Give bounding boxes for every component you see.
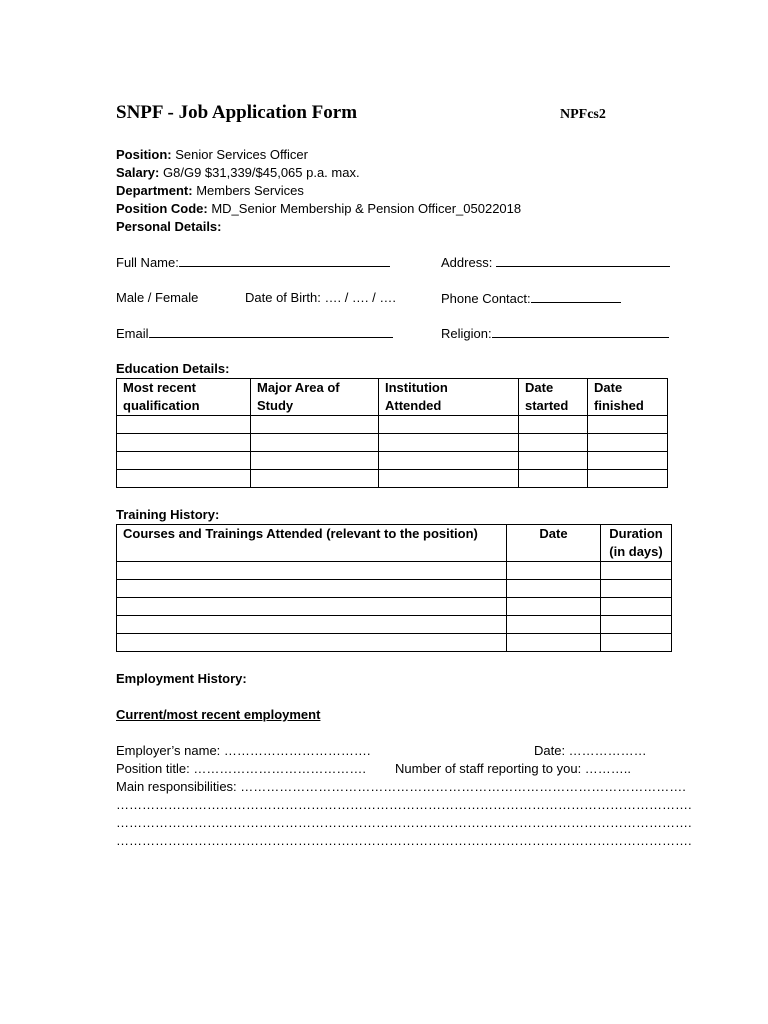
main-responsibilities-field[interactable]: Main responsibilities: …………………………………………………………………………………………. bbox=[116, 779, 686, 794]
education-col-date-started: Date started bbox=[519, 379, 588, 416]
education-table bbox=[116, 378, 668, 488]
table-cell[interactable] bbox=[251, 470, 379, 488]
employment-heading: Employment History: bbox=[116, 671, 247, 686]
salary-label: Salary: bbox=[116, 165, 160, 180]
phone-contact-field[interactable] bbox=[441, 289, 621, 308]
table-cell[interactable] bbox=[379, 434, 519, 452]
personal-details-heading: Personal Details: bbox=[116, 219, 222, 234]
training-col-courses: Courses and Trainings Attended (relevant to the position) bbox=[117, 525, 507, 562]
table-cell[interactable] bbox=[601, 580, 672, 598]
training-row[interactable] bbox=[117, 598, 672, 616]
religion-label: Religion: bbox=[441, 326, 492, 341]
phone-contact-line[interactable] bbox=[531, 289, 621, 303]
position-code-value: MD_Senior Membership & Pension Officer_05022018 bbox=[211, 201, 522, 216]
responsibilities-line-2[interactable]: ……………………………………………………………………………………………………………………. bbox=[116, 815, 692, 830]
education-col-qualification: Most recent qualification bbox=[117, 379, 251, 416]
table-cell[interactable] bbox=[251, 452, 379, 470]
full-name-label: Full Name: bbox=[116, 255, 179, 270]
address-line[interactable] bbox=[496, 253, 670, 267]
table-cell[interactable] bbox=[519, 470, 588, 488]
position-value: Senior Services Officer bbox=[175, 147, 308, 162]
education-col-institution: Institution Attended bbox=[379, 379, 519, 416]
training-col-duration: Duration (in days) bbox=[601, 525, 672, 562]
table-cell[interactable] bbox=[117, 562, 507, 580]
education-header-row bbox=[117, 379, 668, 416]
education-row[interactable] bbox=[117, 416, 668, 434]
table-cell[interactable] bbox=[117, 416, 251, 434]
position-row bbox=[116, 146, 308, 164]
position-label: Position: bbox=[116, 147, 172, 162]
table-cell[interactable] bbox=[117, 616, 507, 634]
education-col-major: Major Area of Study bbox=[251, 379, 379, 416]
table-cell[interactable] bbox=[519, 452, 588, 470]
table-cell[interactable] bbox=[251, 416, 379, 434]
table-cell[interactable] bbox=[601, 562, 672, 580]
department-value: Members Services bbox=[196, 183, 304, 198]
religion-line[interactable] bbox=[492, 324, 669, 338]
responsibilities-line-1[interactable]: ……………………………………………………………………………………………………………………. bbox=[116, 797, 692, 812]
table-cell[interactable] bbox=[507, 634, 601, 652]
education-row[interactable] bbox=[117, 452, 668, 470]
table-cell[interactable] bbox=[117, 580, 507, 598]
education-heading: Education Details: bbox=[116, 361, 230, 376]
education-col-date-finished: Date finished bbox=[588, 379, 668, 416]
full-name-field[interactable] bbox=[116, 253, 390, 272]
table-cell[interactable] bbox=[251, 434, 379, 452]
email-line[interactable] bbox=[149, 324, 393, 338]
current-employment-subheading: Current/most recent employment bbox=[116, 707, 321, 722]
table-cell[interactable] bbox=[117, 452, 251, 470]
email-field[interactable] bbox=[116, 324, 393, 343]
table-cell[interactable] bbox=[588, 416, 668, 434]
responsibilities-line-3[interactable]: ……………………………………………………………………………………………………………………. bbox=[116, 833, 692, 848]
staff-count-field[interactable]: Number of staff reporting to you: ……….. bbox=[395, 761, 632, 776]
position-code-row bbox=[116, 200, 521, 218]
training-row[interactable] bbox=[117, 634, 672, 652]
training-row[interactable] bbox=[117, 580, 672, 598]
address-label: Address: bbox=[441, 255, 493, 270]
table-cell[interactable] bbox=[379, 416, 519, 434]
training-col-date: Date bbox=[507, 525, 601, 562]
table-cell[interactable] bbox=[588, 434, 668, 452]
table-cell[interactable] bbox=[117, 470, 251, 488]
table-cell[interactable] bbox=[601, 598, 672, 616]
form-code: NPFcs2 bbox=[560, 107, 606, 122]
phone-contact-label: Phone Contact: bbox=[441, 291, 531, 306]
table-cell[interactable] bbox=[601, 634, 672, 652]
full-name-line[interactable] bbox=[179, 253, 390, 267]
department-label: Department: bbox=[116, 183, 193, 198]
table-cell[interactable] bbox=[507, 598, 601, 616]
training-table bbox=[116, 524, 672, 652]
table-cell[interactable] bbox=[601, 616, 672, 634]
training-row[interactable] bbox=[117, 562, 672, 580]
table-cell[interactable] bbox=[117, 634, 507, 652]
department-row bbox=[116, 182, 304, 200]
form-title: SNPF - Job Application Form bbox=[116, 102, 358, 123]
position-code-label: Position Code: bbox=[116, 201, 208, 216]
date-of-birth-field[interactable]: Date of Birth: …. / …. / …. bbox=[245, 290, 396, 305]
employer-name-field[interactable]: Employer’s name: ……………………………. bbox=[116, 743, 371, 758]
table-cell[interactable] bbox=[519, 416, 588, 434]
training-heading: Training History: bbox=[116, 507, 220, 522]
email-label: Email bbox=[116, 326, 149, 341]
table-cell[interactable] bbox=[117, 598, 507, 616]
table-cell[interactable] bbox=[379, 452, 519, 470]
table-cell[interactable] bbox=[117, 434, 251, 452]
salary-value: G8/G9 $31,339/$45,065 p.a. max. bbox=[163, 165, 360, 180]
salary-row bbox=[116, 164, 360, 182]
table-cell[interactable] bbox=[507, 616, 601, 634]
table-cell[interactable] bbox=[507, 580, 601, 598]
address-field[interactable] bbox=[441, 253, 670, 272]
table-cell[interactable] bbox=[588, 452, 668, 470]
education-row[interactable] bbox=[117, 434, 668, 452]
training-header-row bbox=[117, 525, 672, 562]
table-cell[interactable] bbox=[507, 562, 601, 580]
table-cell[interactable] bbox=[519, 434, 588, 452]
training-row[interactable] bbox=[117, 616, 672, 634]
education-row[interactable] bbox=[117, 470, 668, 488]
table-cell[interactable] bbox=[379, 470, 519, 488]
employment-date-field[interactable]: Date: ……………… bbox=[534, 743, 647, 758]
table-cell[interactable] bbox=[588, 470, 668, 488]
religion-field[interactable] bbox=[441, 324, 669, 343]
sex-field[interactable]: Male / Female bbox=[116, 290, 199, 305]
position-title-field[interactable]: Position title: …………………………………. bbox=[116, 761, 366, 776]
